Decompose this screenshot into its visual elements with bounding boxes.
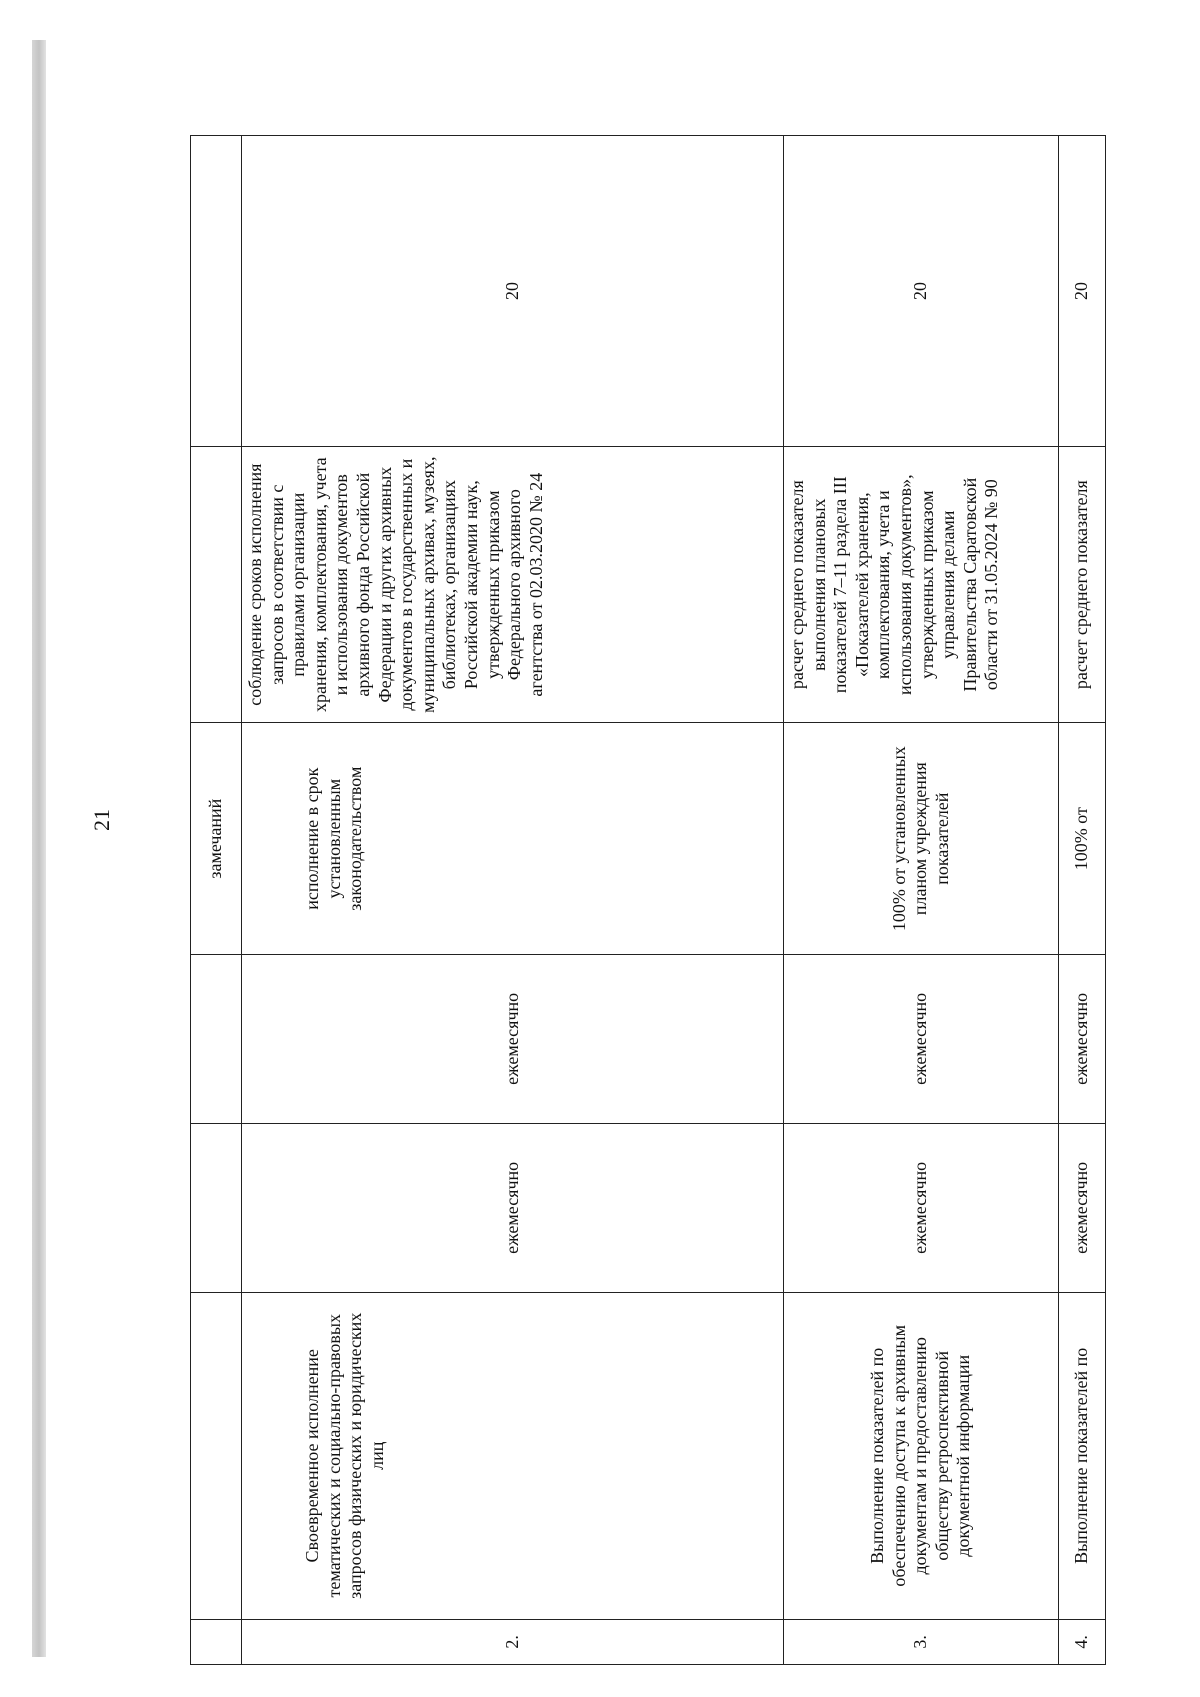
periodicity-cell: ежемесячно [784,1123,1059,1292]
points-cell: 20 [242,136,784,447]
points-cell: 20 [1059,136,1106,447]
cell-empty [191,1292,242,1619]
cell-empty [191,446,242,723]
table-row [784,136,1059,1665]
scan-edge-shadow [32,40,46,1657]
criterion-cell: исполнение в срок установленным законодательством [242,723,784,954]
periodicity-cell: ежемесячно [1059,1123,1106,1292]
table-row [242,136,784,1665]
periodicity-cell: ежемесячно [242,954,784,1123]
method-cell: расчет среднего показателя [1059,446,1106,723]
points-cell: 20 [784,136,1059,447]
indicator-cell: Выполнение показателей по обеспечению доступа к архивным документам и предоставлению обществу ретроспективной документной информации [784,1292,1059,1619]
method-cell: соблюдение сроков исполнения запросов в соответствии с правилами организации хранения, комплектования, учета и использования документов архивного фонда Российской Федерации и других архивных документов в государственных и муниципальных архивах, музеях, библиотеках, организациях Российской академии наук, утвержденных приказом Федерального архивного агентства от 02.03.2020 № 24 [242,446,784,723]
indicator-cell: Своевременное исполнение тематических и социально-правовых запросов физических и юридических лиц [242,1292,784,1619]
table-row [1059,136,1106,1665]
cell-empty [191,1123,242,1292]
cell-empty [191,954,242,1123]
cell-remarks-continuation: замечаний [191,723,242,954]
row-number: 3. [784,1619,1059,1664]
criterion-cell: 100% от установленных планом учреждения показателей [784,723,1059,954]
periodicity-cell: ежемесячно [784,954,1059,1123]
row-number: 2. [242,1619,784,1664]
periodicity-cell: ежемесячно [1059,954,1106,1123]
page-number: 21 [89,809,114,831]
criterion-cell: 100% от [1059,723,1106,954]
indicator-cell: Выполнение показателей по [1059,1292,1106,1619]
method-cell: расчет среднего показателя выполнения плановых показателей 7–11 раздела III «Показателей хранения, комплектования, учета и использования документов», утвержденных приказом управления делами Правительства Саратовской области от 31.05.2024 № 90 [784,446,1059,723]
cell-empty [191,1619,242,1664]
criteria-table-container [190,135,1092,1665]
row-number: 4. [1059,1619,1106,1664]
periodicity-cell: ежемесячно [242,1123,784,1292]
criteria-table [190,135,1106,1665]
table-row-continuation [191,136,242,1665]
cell-empty [191,136,242,447]
